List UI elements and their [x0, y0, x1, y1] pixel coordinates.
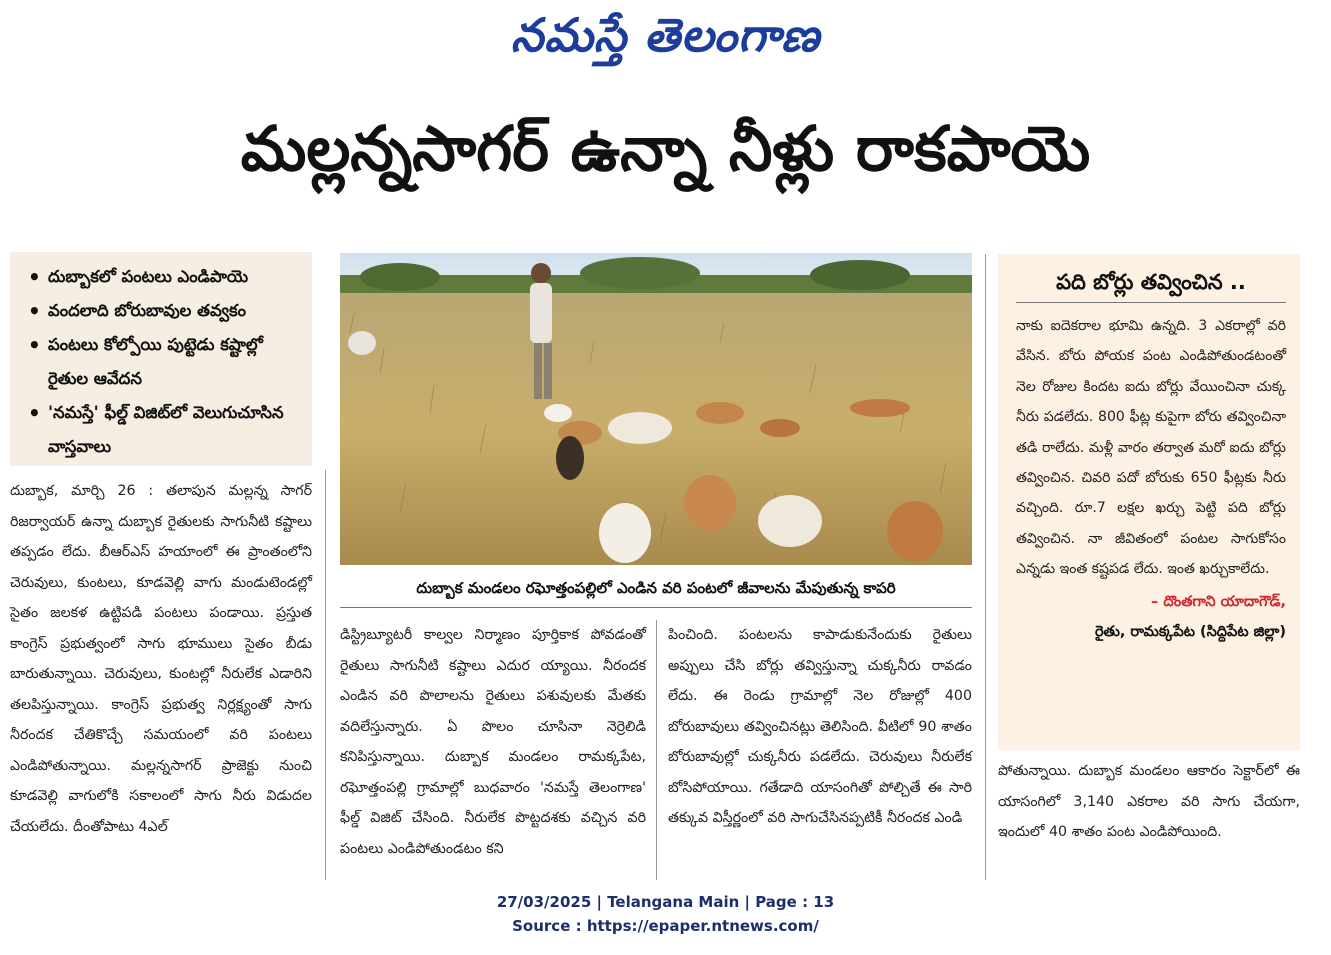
article-headline: మల్లన్నసాగర్ ఉన్నా నీళ్లు రాకపాయె — [240, 112, 1091, 185]
farmer-quote-box — [998, 254, 1300, 750]
column-divider — [325, 470, 326, 880]
newspaper-masthead: నమస్తే తెలంగాణ — [510, 8, 821, 62]
column-divider — [656, 620, 657, 880]
highlights-list — [28, 260, 306, 464]
quote-box-title: పది బోర్లు తవ్వించిన .. — [1016, 262, 1286, 303]
field-photo-illustration — [340, 253, 972, 565]
article-column-3: పించింది. పంటలను కాపాడుకునేందుకు రైతులు అప్పులు చేసి బోర్లు తవ్విస్తున్నా చుక్కనీరు రావడం లేదు. ఈ రెండు గ్రామాల్లో నెల రోజుల్లో 400 బోరుబావులు తవ్వించినట్లు తెలిసింది. వీటిలో 90 శాతం బోరుబావుల్లో చుక్కనీరు పడలేదు. చెరువులు నీరులేక బోసిపోయాయి. గతేడాది యాసంగితో పోల్చితే ఈ సారి తక్కువ విస్తీర్ణంలో వరి సాగుచేసినప్పటికీ నీరందక ఎండి — [668, 627, 972, 826]
footer-date-page: 27/03/2025 | Telangana Main | Page : 13 — [496, 893, 835, 911]
news-photo — [340, 253, 972, 565]
column-divider — [985, 254, 986, 880]
quote-box-body: నాకు ఐదెకరాల భూమి ఉన్నది. 3 ఎకరాల్లో వరి వేసిన. బోరు పోయక పంట ఎండిపోతుండటంతో నెల రోజుల కిందట ఐదు బోర్లు వేయించినా చుక్క నీరు పడలేదు. 800 ఫీట్ల కుపైగా బోరు తవ్వించినా తడి రాలేదు. మళ్లీ వారం తర్వాత మరో ఐదు బోర్లు తవ్వించిన. చివరి పదో బోరుకు 650 ఫీట్లకు నీరు వచ్చింది. రూ.7 లక్షల ఖర్చు పెట్టి పది బోర్లు తవ్వించిన. నా జీవితంలో పంటల సాగుకోసం ఎన్నడు ఇంత కష్టపడ లేదు. ఇంత ఖర్చుకాలేదు. — [1016, 318, 1286, 578]
footer-source: Source : https://epaper.ntnews.com/ — [512, 917, 819, 935]
highlight-item: • పంటలు కోల్పోయి పుట్టెడు కష్టాల్లో రైతుల ఆవేదన — [28, 328, 306, 396]
photo-caption: దుబ్బాక మండలం రఘోత్తంపల్లిలో ఎండిన వరి పంటలో జీవాలను మేపుతున్న కాపరి — [340, 568, 972, 608]
highlight-item: • దుబ్బాకలో పంటలు ఎండిపాయె — [28, 260, 306, 294]
highlights-box — [10, 252, 312, 466]
highlight-item: • వందలాది బోరుబావుల తవ్వకం — [28, 294, 306, 328]
article-column-4: పోతున్నాయి. దుబ్బాక మండలం ఆకారం సెక్టార్‌లో ఈ యాసంగిలో 3,140 ఎకరాల వరి సాగు చేయగా, ఇందులో 40 శాతం పంట ఎండిపోయింది. — [998, 763, 1300, 840]
article-column-2: డిస్ట్రిబ్యూటరీ కాల్వల నిర్మాణం పూర్తికాక పోవడంతో రైతులు సాగునీటి కష్టాలు ఎదుర య్యాయి. నీరందక ఎండిన వరి పొలాలను రైతులు పశువులకు మేతకు వదిలేస్తున్నారు. ఏ పొలం చూసినా నెర్రెలిడి కనిపిస్తున్నాయి. దుబ్బాక మండలం రామక్కపేట, రఘోత్తంపల్లి గ్రామాల్లో బుధవారం 'నమస్తే తెలంగాణ' ఫీల్డ్ విజిట్ చేసింది. నీరులేక పొట్టదశకు వచ్చిన వరి పంటలు ఎండిపోతుండటం కని — [340, 627, 646, 857]
quote-author: – దొంతగాని యాదాగౌడ్, — [1151, 593, 1286, 610]
quote-author-place: రైతు, రామక్కపేట (సిద్దిపేట జిల్లా) — [1094, 623, 1286, 640]
article-column-1: దుబ్బాక, మార్చి 26 : తలాపున మల్లన్న సాగర్ రిజర్వాయర్ ఉన్నా దుబ్బాక రైతులకు సాగునీటి కష్టాలు తప్పడం లేదు. బీఆర్‌ఎస్ హయాంలో ఈ ప్రాంతంలోని చెరువులు, కుంటలు, కూడవెల్లి వాగు మండుటెండల్లో సైతం జలకళ ఉట్టిపడి పంటలు పండాయి. ప్రస్తుత కాంగ్రెస్ ప్రభుత్వంలో సాగు భూములు సైతం బీడు బారుతున్నాయి. చెరువులు, కుంటల్లో నీరులేక ఎడారిని తలపిస్తున్నాయి. కాంగ్రెస్ ప్రభుత్వ నిర్లక్ష్యంతో సాగు నీరందక చేతికొచ్చే సమయంలో వరి పంటలు ఎండిపోతున్నాయి. మల్లన్నసాగర్ ప్రాజెక్టు నుంచి కూడవెల్లి వాగులోకి సకాలంలో సాగు నీరు విడుదల చేయలేదు. దీంతోపాటు 4ఎల్ — [10, 483, 312, 835]
page-footer — [0, 890, 1331, 938]
highlight-item: • 'నమస్తే' ఫీల్డ్ విజిట్‌లో వెలుగుచూసిన వాస్తవాలు — [28, 396, 306, 464]
